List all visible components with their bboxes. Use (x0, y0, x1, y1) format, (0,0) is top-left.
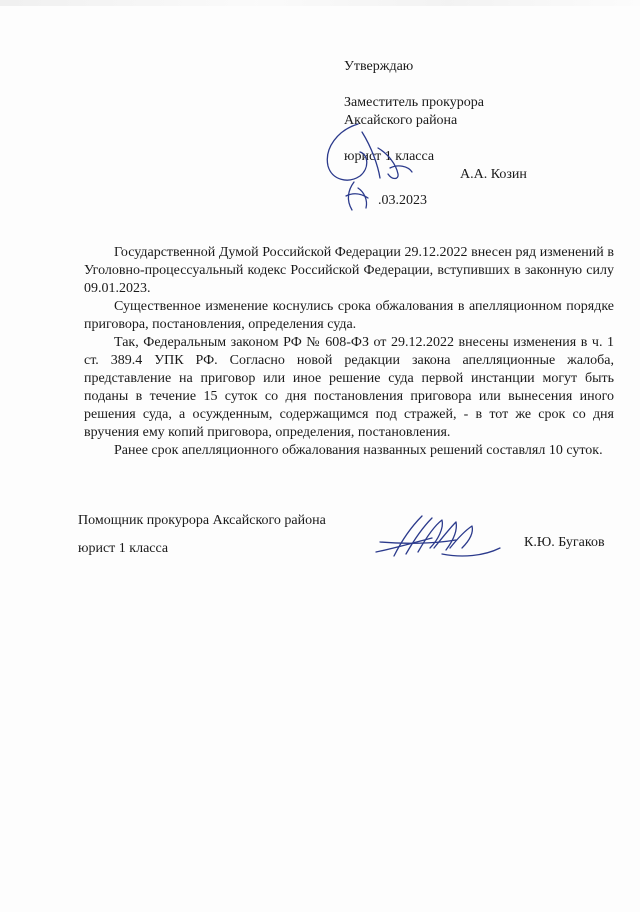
body-paragraph: Государственной Думой Российской Федерации 29.12.2022 внесен ряд изменений в Уголовно-процессуальный кодекс Российской Федерации, вступивших в законную силу 09.01.2023. (84, 245, 614, 296)
body-paragraph: Ранее срок апелляционного обжалования названных решений составлял 10 суток. (114, 443, 603, 458)
approval-position-line2: Аксайского района (344, 113, 458, 128)
approval-rank: юрист 1 класса (344, 149, 435, 164)
approver-signature-icon (318, 118, 428, 218)
body-paragraph: Существенное изменение коснулись срока обжалования в апелляционном порядке приговора, постановления, определения суда. (84, 299, 614, 332)
signer-signature-icon (372, 508, 504, 564)
scan-edge (0, 0, 640, 6)
document-body (84, 244, 614, 460)
body-paragraph: Так, Федеральным законом РФ № 608-ФЗ от 29.12.2022 внесены изменения в ч. 1 ст. 389.4 УПК РФ. Согласно новой редакции закона апелляционные жалоба, представление на приговор или иное решение суда первой инстанции могут быть поданы в течение 15 суток со дня постановления приговора или вынесения иного решения суда, а осужденным, содержащимся под стражей, - в тот же срок со дня вручения ему копий приговора, определения, постановления. (84, 335, 614, 440)
approval-heading: Утверждаю (344, 59, 414, 74)
approval-date: .03.2023 (378, 193, 427, 208)
signer-rank: юрист 1 класса (78, 541, 169, 556)
signer-name: К.Ю. Бугаков (524, 535, 605, 550)
signer-position: Помощник прокурора Аксайского района (78, 513, 326, 528)
approval-name: А.А. Козин (460, 167, 527, 182)
approval-position-line1: Заместитель прокурора (344, 95, 484, 110)
